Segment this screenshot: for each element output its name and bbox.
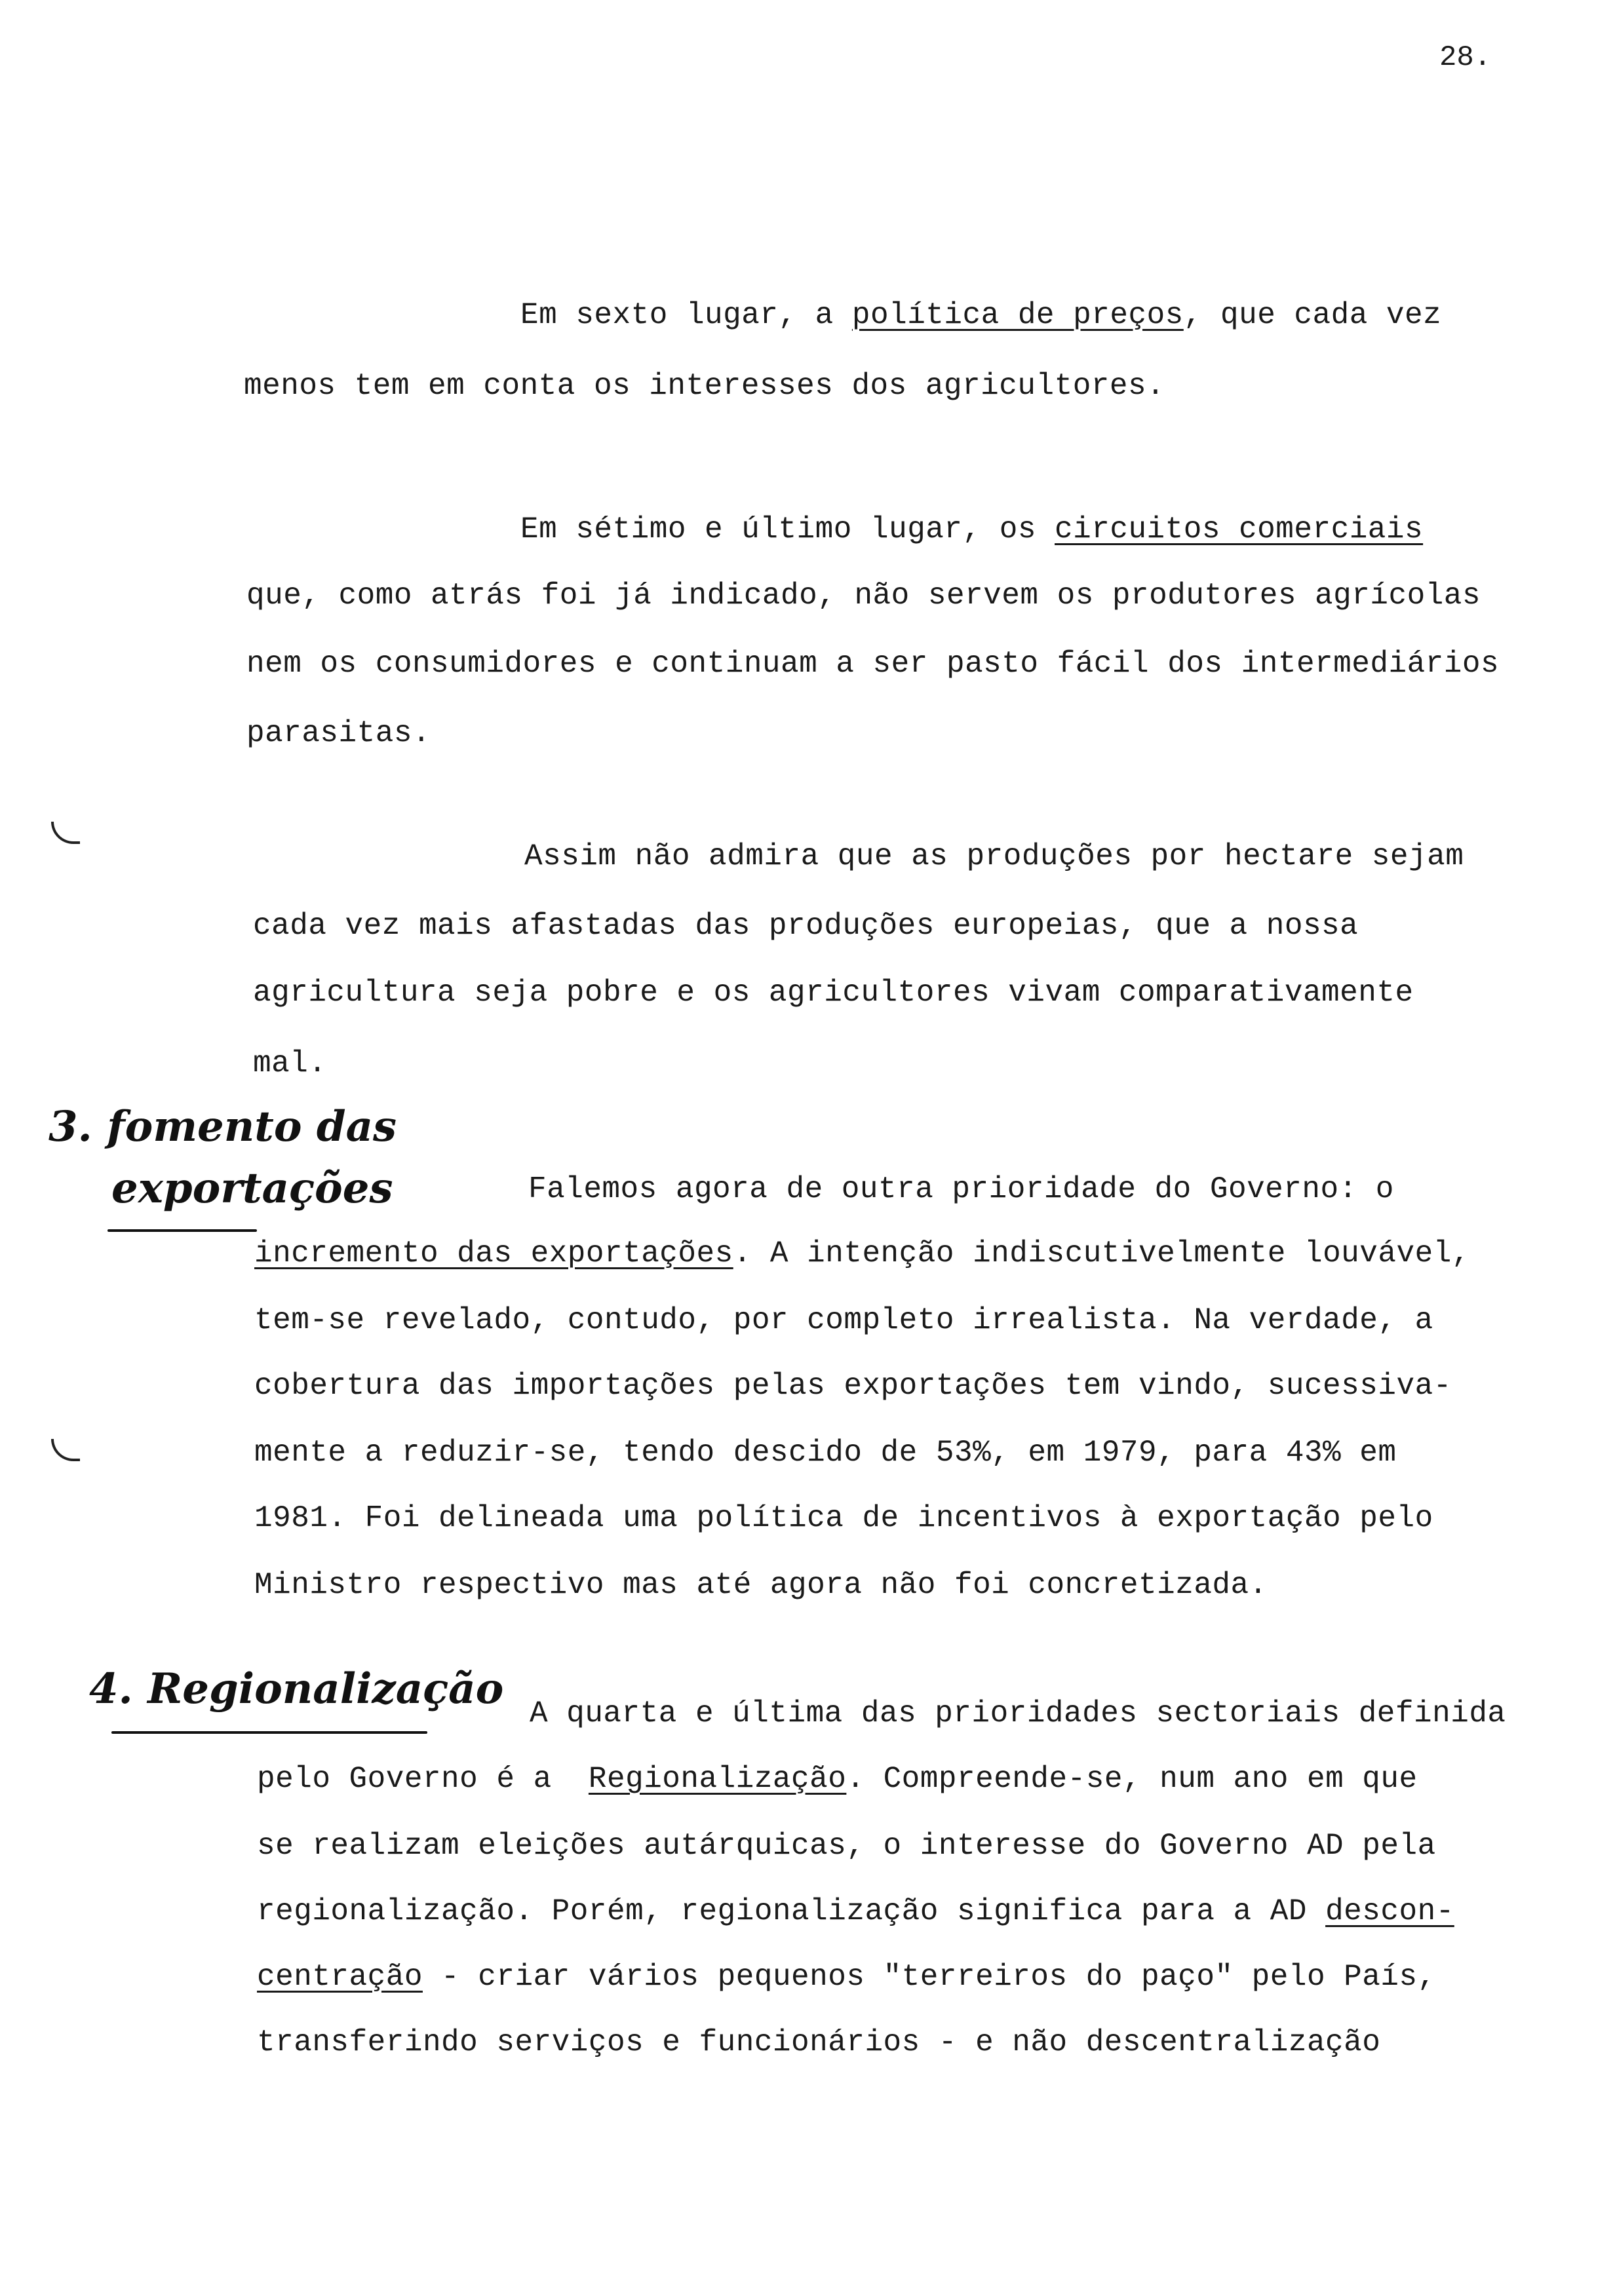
handwritten-note-exports: exportações <box>111 1164 393 1213</box>
text-line: cada vez mais afastadas das produções europeias, que a nossa <box>253 909 1359 943</box>
text-line: mal. <box>253 1046 327 1081</box>
handwritten-note-exports: 3. fomento das <box>49 1102 397 1151</box>
text-line: cobertura das importações pelas exportações tem vindo, sucessiva- <box>254 1369 1452 1403</box>
underlined-phrase: política de preços <box>851 298 1184 332</box>
text-line <box>520 300 1441 330</box>
underlined-phrase: Regionalização <box>588 1762 847 1796</box>
text-line: tem-se revelado, contudo, por completo irrealista. Na verdade, a <box>254 1303 1433 1337</box>
text-line: mente a reduzir-se, tendo descido de 53%, em 1979, para 43% em <box>254 1436 1397 1470</box>
text-line: Ministro respectivo mas até agora não foi concretizada. <box>254 1568 1268 1602</box>
text-line <box>257 1764 1418 1794</box>
text-run: . Compreende-se, num ano em que <box>846 1762 1418 1796</box>
text-run: pelo Governo é a <box>257 1762 589 1796</box>
text-line: menos tem em conta os interesses dos agricultores. <box>244 369 1165 403</box>
handwritten-note-regionalization: 4. Regionalização <box>89 1664 504 1713</box>
margin-tick-mark <box>51 1439 80 1461</box>
text-run: , que cada vez <box>1183 298 1442 332</box>
page-number: 28. <box>1439 41 1492 74</box>
text-line: 1981. Foi delineada uma política de incentivos à exportação pelo <box>254 1501 1433 1535</box>
text-line: nem os consumidores e continuam a ser pasto fácil dos intermediários <box>246 647 1500 681</box>
underlined-phrase: centração <box>257 1960 423 1994</box>
text-run: Em sétimo e último lugar, os <box>520 512 1055 546</box>
text-line <box>520 514 1423 545</box>
text-line: Assim não admira que as produções por hectare sejam <box>524 839 1464 873</box>
underlined-phrase: circuitos comerciais <box>1055 512 1424 546</box>
text-line: se realizam eleições autárquicas, o interesse do Governo AD pela <box>257 1829 1436 1863</box>
text-line: transferindo serviços e funcionários - e não descentralização <box>257 2025 1381 2059</box>
text-line: Falemos agora de outra prioridade do Governo: o <box>528 1172 1394 1206</box>
text-line: A quarta e última das prioridades sectoriais definida <box>530 1696 1506 1731</box>
handwritten-underline <box>111 1731 427 1734</box>
text-line: parasitas. <box>246 716 431 750</box>
text-line: agricultura seja pobre e os agricultores vivam comparativamente <box>253 976 1414 1010</box>
text-line <box>257 1896 1454 1926</box>
text-line: que, como atrás foi já indicado, não servem os produtores agrícolas <box>246 579 1481 613</box>
handwritten-underline <box>107 1229 257 1232</box>
text-run: regionalização. Porém, regionalização significa para a AD <box>257 1894 1326 1928</box>
text-run: Em sexto lugar, a <box>520 298 852 332</box>
text-line <box>254 1238 1470 1269</box>
underlined-phrase: descon- <box>1325 1894 1454 1928</box>
underlined-phrase: incremento das exportações <box>254 1236 733 1271</box>
text-line <box>257 1962 1436 1992</box>
text-run: . A intenção indiscutivelmente louvável, <box>733 1236 1470 1271</box>
margin-tick-mark <box>51 822 80 844</box>
text-run: - criar vários pequenos "terreiros do paço" pelo País, <box>422 1960 1436 1994</box>
